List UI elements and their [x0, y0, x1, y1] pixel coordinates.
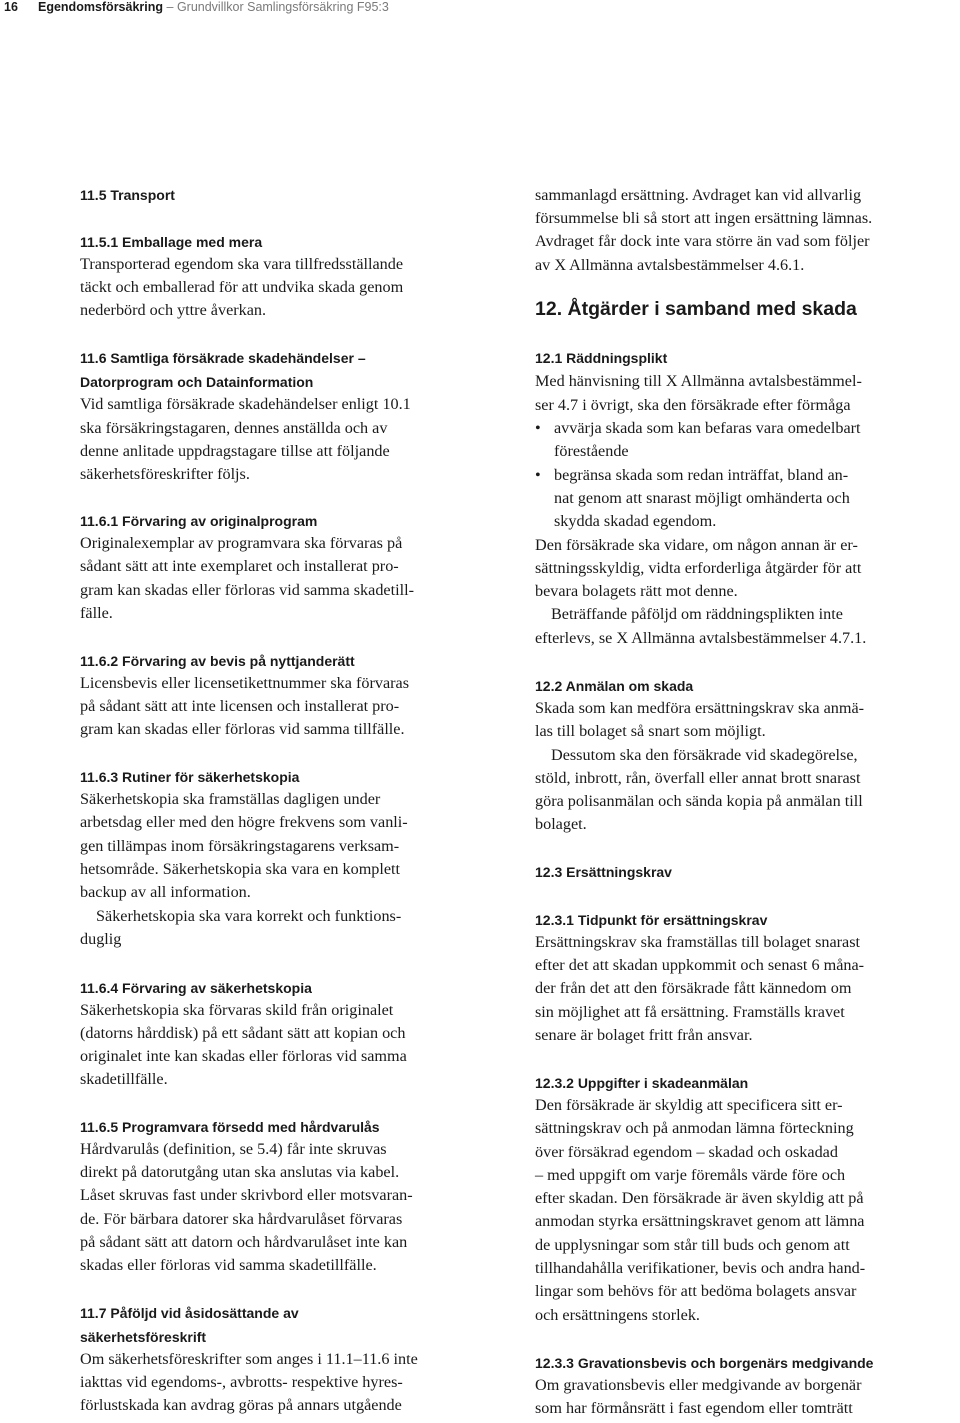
body-line: sättningskrav och på anmodan lämna förteckning	[535, 1119, 854, 1137]
body-line: gen tillämpas inom försäkringstagarens verksam-	[80, 837, 400, 855]
body-line: gram kan skadas eller förloras vid samma skadetill-	[80, 581, 414, 599]
section-heading: 12.3 Ersättningskrav	[535, 864, 672, 880]
body-line: senare är bolaget fritt från ansvar.	[535, 1026, 753, 1044]
body-line: denne anlitade uppdragstagare tillse att följande	[80, 442, 390, 460]
body-line: backup av all information.	[80, 883, 251, 901]
bullet-text: avvärja skada som kan befaras vara omedelbart	[554, 419, 861, 437]
body-line: tillhandahålla verifikationer, bevis och andra hand-	[535, 1259, 866, 1277]
section-heading: 11.5 Transport	[80, 187, 175, 203]
body-line: iakttas vid egendoms-, avbrotts- respektive hyres-	[80, 1373, 403, 1391]
body-line: Om säkerhetsföreskrifter som anges i 11.1–11.6 inte	[80, 1350, 418, 1368]
body-line: bevara bolagets rätt mot denne.	[535, 582, 738, 600]
body-line: Transporterad egendom ska vara tillfredsställande	[80, 255, 404, 273]
chapter-heading: 12. Åtgärder i samband med skada	[535, 298, 857, 320]
body-line: efter det att skadan uppkommit och senast 6 måna-	[535, 956, 865, 974]
body-line: skadas eller förloras vid samma skadetillfälle.	[80, 1256, 377, 1274]
body-line: fälle.	[80, 604, 113, 622]
body-line: förlustskada kan avdrag göras på annars utgående	[80, 1396, 402, 1414]
subsection-heading: 11.6.1 Förvaring av originalprogram	[80, 513, 318, 529]
body-line: las till bolaget så snart som möjligt.	[535, 722, 766, 740]
subsection-heading: 12.3.2 Uppgifter i skadeanmälan	[535, 1075, 749, 1091]
body-line: sådant sätt att inte exemplaret och installerat pro-	[80, 557, 399, 575]
body-line: sin möjlighet att få ersättning. Framställs kravet	[535, 1003, 845, 1021]
document-title	[38, 0, 389, 14]
subsection-heading: 11.6.5 Programvara försedd med hårdvarulås	[80, 1119, 380, 1135]
body-line: göra polisanmälan och sända kopia på anmälan till	[535, 792, 863, 810]
body-line: gram kan skadas eller förloras vid samma tillfälle.	[80, 720, 405, 738]
body-line: duglig	[80, 930, 122, 948]
subsection-heading: 11.6.4 Förvaring av säkerhetskopia	[80, 980, 312, 996]
body-line: säkerhetsföreskrifter följs.	[80, 465, 250, 483]
document-title-main: Egendomsförsäkring	[38, 0, 164, 14]
bullet-text: skydda skadad egendom.	[554, 512, 717, 530]
document-title-sub: – Grundvillkor Samlingsförsäkring F95:3	[166, 0, 389, 14]
body-line: Den försäkrade är skyldig att specificera sitt er-	[535, 1096, 843, 1114]
body-line: sättningsskyldig, vidta erforderliga åtgärder för att	[535, 559, 862, 577]
section-heading: Datorprogram och Datainformation	[80, 374, 314, 390]
body-line: originalet inte kan skadas eller förloras vid samma	[80, 1047, 407, 1065]
body-line: (datorns hårddisk) på ett sådant sätt att kopian och	[80, 1024, 406, 1042]
body-line: Ersättningskrav ska framställas till bolaget snarast	[535, 933, 861, 951]
bullet-marker: •	[535, 466, 541, 484]
body-line: Licensbevis eller licensetikettnummer ska förvaras	[80, 674, 410, 692]
body-line: Säkerhetskopia ska förvaras skild från originalet	[80, 1001, 394, 1019]
body-line: lingar som behövs för att bedöma bolagets ansvar	[535, 1282, 857, 1300]
section-heading: 11.6 Samtliga försäkrade skadehändelser –	[80, 350, 366, 366]
body-line: Den försäkrade ska vidare, om någon annan är er-	[535, 536, 858, 554]
body-line: av X Allmänna avtalsbestämmelser 4.6.1.	[535, 256, 805, 274]
body-line: Med hänvisning till X Allmänna avtalsbestämmel-	[535, 372, 862, 390]
bullet-text: begränsa skada som redan inträffat, bland an-	[554, 466, 849, 484]
bullet-marker: •	[535, 419, 541, 437]
body-line: hetsområde. Säkerhetskopia ska vara en komplett	[80, 860, 401, 878]
body-line: Hårdvarulås (definition, se 5.4) får inte skruvas	[80, 1140, 387, 1158]
body-line: Beträffande påföljd om räddningsplikten inte	[551, 605, 843, 623]
subsection-heading: 11.6.2 Förvaring av bevis på nyttjanderätt	[80, 653, 355, 669]
body-line: der från det att den försäkrade fått kännedom om	[535, 979, 852, 997]
bullet-text: förestående	[554, 442, 629, 460]
body-line: ser 4.7 i övrigt, ska den försäkrade efter förmåga	[535, 396, 851, 414]
body-line: Om gravationsbevis eller medgivande av borgenär	[535, 1376, 862, 1394]
subsection-heading: 12.3.3 Gravationsbevis och borgenärs medgivande	[535, 1355, 874, 1371]
body-line: Originalexemplar av programvara ska förvaras på	[80, 534, 403, 552]
body-line: ska försäkringstagaren, dennes anställda och av	[80, 419, 388, 437]
body-line: Säkerhetskopia ska framställas dagligen under	[80, 790, 381, 808]
body-line: på sådant sätt att inte licensen och installerat pro-	[80, 697, 400, 715]
page-header	[0, 0, 960, 24]
body-line: direkt på datorutgång utan ska anslutas via kabel.	[80, 1163, 400, 1181]
bullet-text: nat genom att snarast möjligt omhänderta och	[554, 489, 850, 507]
section-heading: säkerhetsföreskrift	[80, 1329, 207, 1345]
subsection-heading: 12.3.1 Tidpunkt för ersättningskrav	[535, 912, 768, 928]
body-line: Dessutom ska den försäkrade vid skadegörelse,	[551, 746, 858, 764]
page-number: 16	[4, 0, 18, 14]
body-line: som har förmånsrätt i fast egendom eller tomträtt	[535, 1399, 853, 1417]
body-line: på sådant sätt att datorn och hårdvarulåset inte kan	[80, 1233, 408, 1251]
body-line: Säkerhetskopia ska vara korrekt och funktions-	[96, 907, 402, 925]
body-line: försummelse bli så stort att ingen ersättning lämnas.	[535, 209, 873, 227]
body-line: stöld, inbrott, rån, överfall eller annat brott snarast	[535, 769, 861, 787]
section-heading: 11.7 Påföljd vid åsidosättande av	[80, 1305, 299, 1321]
body-line: täckt och emballerad för att undvika skada genom	[80, 278, 404, 296]
body-line: de. För bärbara datorer ska hårdvarulåset förvaras	[80, 1210, 403, 1228]
body-line: nederbörd och yttre åverkan.	[80, 301, 267, 319]
body-line: bolaget.	[535, 815, 587, 833]
body-line: anmodan styrka ersättningskravet genom att lämna	[535, 1212, 865, 1230]
body-line: sammanlagd ersättning. Avdraget kan vid allvarlig	[535, 186, 862, 204]
body-line: Avdraget får dock inte vara större än vad som följer	[535, 232, 870, 250]
body-line: Vid samtliga försäkrade skadehändelser enligt 10.1	[80, 395, 411, 413]
body-line: arbetsdag eller med den högre frekvens som vanli-	[80, 813, 408, 831]
body-line: – med uppgift om varje föremåls värde före och	[535, 1166, 846, 1184]
body-line: de upplysningar som står till buds och genom att	[535, 1236, 850, 1254]
body-line: skadetillfälle.	[80, 1070, 168, 1088]
body-line: Skada som kan medföra ersättningskrav ska anmä-	[535, 699, 865, 717]
body-line: efter skadan. Den försäkrade är även skyldig att på	[535, 1189, 864, 1207]
body-line: och ersättningens storlek.	[535, 1306, 700, 1324]
subsection-heading: 11.5.1 Emballage med mera	[80, 234, 263, 250]
body-line: Låset skruvas fast under skrivbord eller motsvaran-	[80, 1186, 413, 1204]
body-line: efterlevs, se X Allmänna avtalsbestämmelser 4.7.1.	[535, 629, 867, 647]
section-heading: 12.1 Räddningsplikt	[535, 350, 668, 366]
section-heading: 12.2 Anmälan om skada	[535, 678, 694, 694]
subsection-heading: 11.6.3 Rutiner för säkerhetskopia	[80, 769, 300, 785]
body-line: över försäkrad egendom – skadad och oskadad	[535, 1143, 838, 1161]
